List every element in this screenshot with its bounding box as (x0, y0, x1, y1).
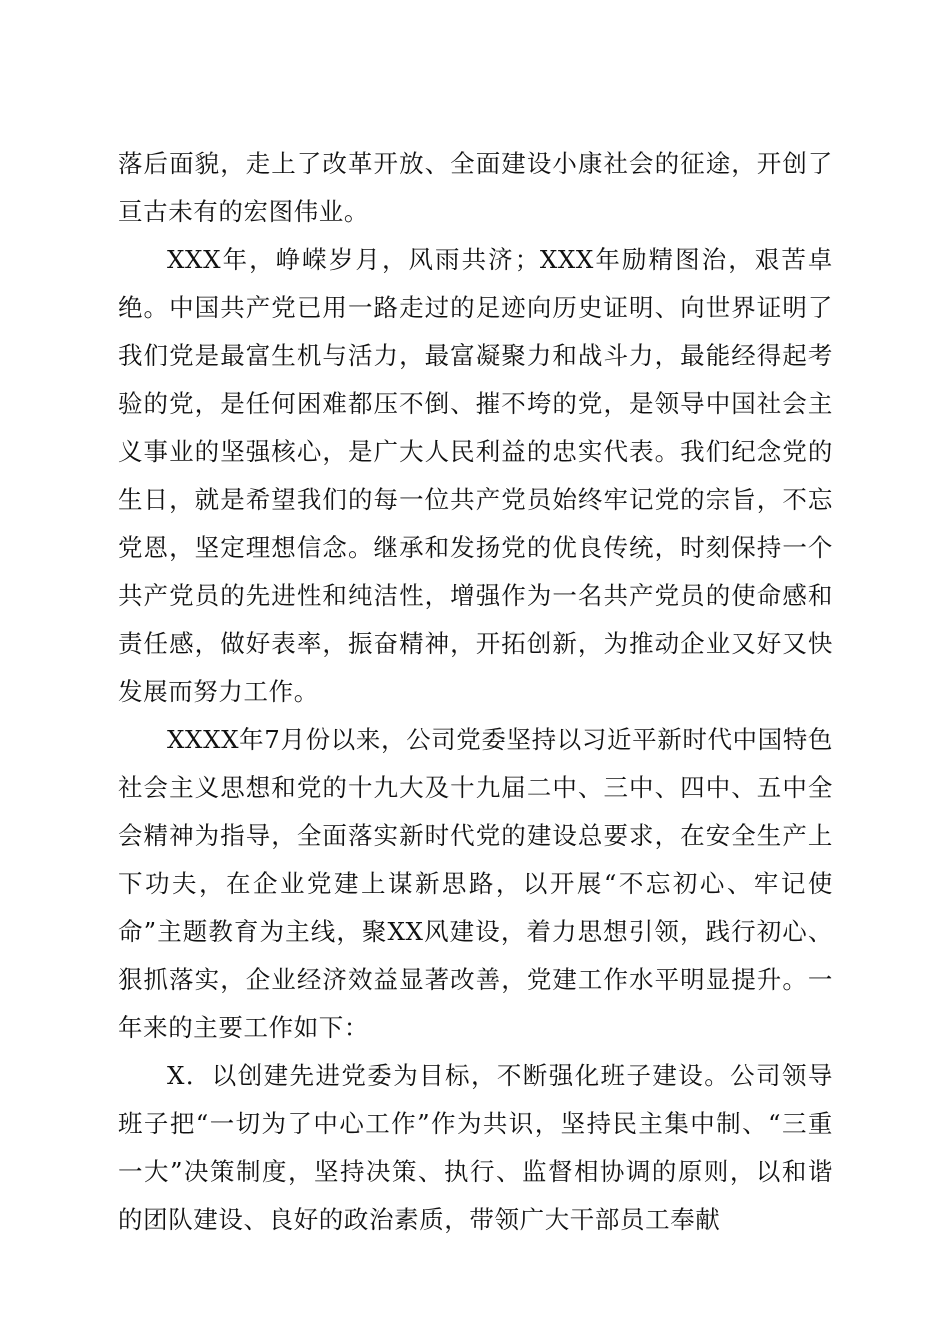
paragraph-anniversary: XXX年，峥嵘岁月，风雨共济；XXX年励精图治，艰苦卓绝。中国共产党已用一路走过的足迹向历史证明、向世界证明了我们党是最富生机与活力，最富凝聚力和战斗力，最能经得起考验的党，是任何困难都压不倒、摧不垮的党，是领导中国社会主义事业的坚强核心，是广大人民利益的忠实代表。我们纪念党的生日，就是希望我们的每一位共产党员始终牢记党的宗旨，不忘党恩，坚定理想信念。继承和发扬党的优良传统，时刻保持一个共产党员的先进性和纯洁性，增强作为一名共产党员的使命感和责任感，做好表率，振奋精神，开拓创新，为推动企业又好又快发展而努力工作。 (118, 245, 833, 706)
paragraph-item-one: X．以创建先进党委为目标，不断强化班子建设。公司领导班子把“一切为了中心工作”作为共识，坚持民主集中制、“三重一大”决策制度，坚持决策、执行、监督相协调的原则，以和谐的团队建设、良好的政治素质，带领广大干部员工奉献 (118, 1061, 833, 1234)
document-body (118, 140, 833, 1244)
paragraph-continuation: 落后面貌，走上了改革开放、全面建设小康社会的征途，开创了亘古未有的宏图伟业。 (118, 149, 833, 226)
paragraph-work-summary: XXXX年7月份以来，公司党委坚持以习近平新时代中国特色社会主义思想和党的十九大及十九届二中、三中、四中、五中全会精神为指导，全面落实新时代党的建设总要求，在安全生产上下功夫，在企业党建上谋新思路，以开展“不忘初心、牢记使命”主题教育为主线，聚XX风建设，着力思想引领，践行初心、狠抓落实，企业经济效益显著改善，党建工作水平明显提升。一年来的主要工作如下： (118, 725, 833, 1042)
